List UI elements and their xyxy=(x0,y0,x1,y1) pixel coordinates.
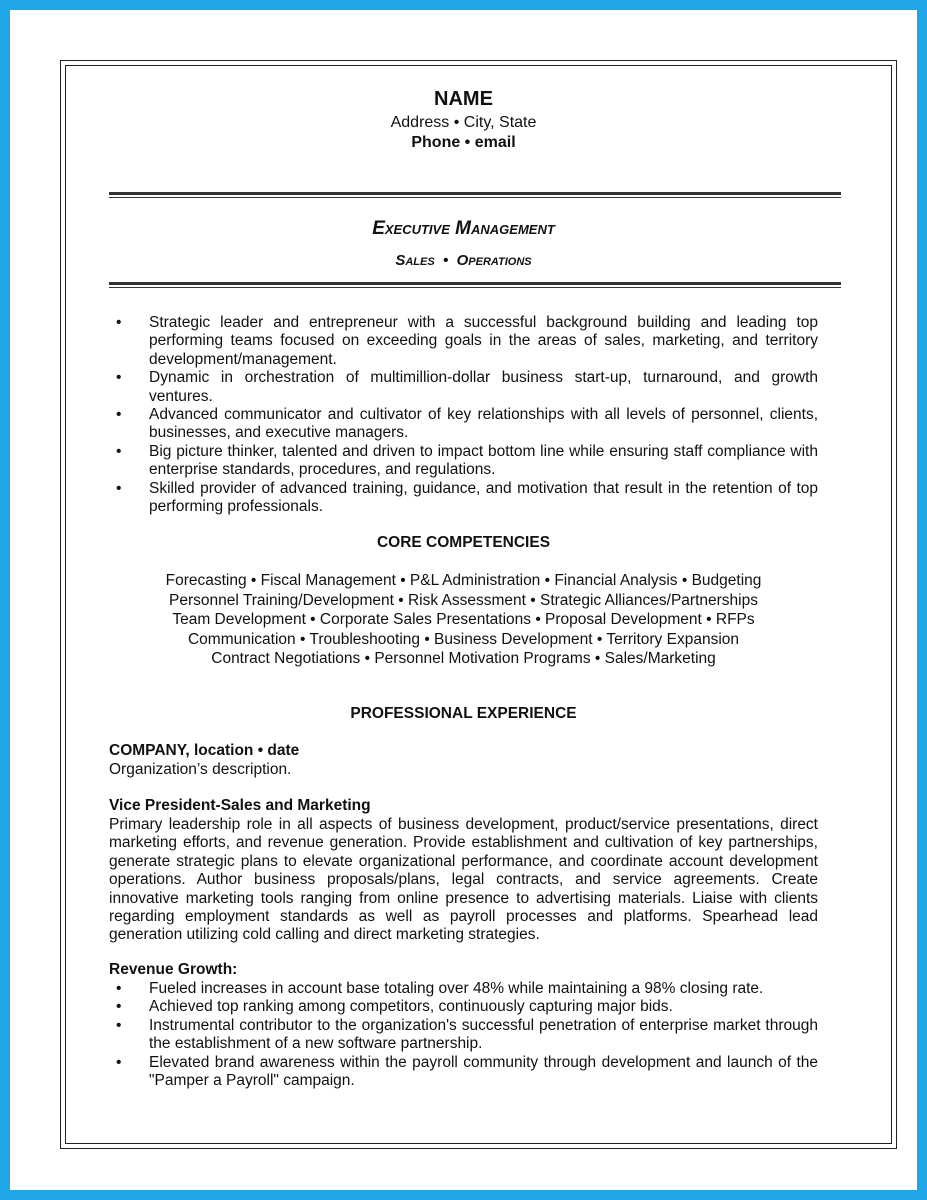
list-item xyxy=(110,443,818,480)
revenue-growth-heading: Revenue Growth: xyxy=(109,961,238,978)
growth-bullet-text: Instrumental contributor to the organization's successful penetration of enterprise market through the establishment of a new software partnership. xyxy=(149,1016,818,1053)
competency-line: Personnel Training/Development • Risk Assessment • Strategic Alliances/Partnerships xyxy=(169,591,758,609)
list-item xyxy=(110,369,818,406)
headline-title: Executive Management xyxy=(372,218,555,239)
competencies-list xyxy=(10,571,917,669)
headline-subtitle: Sales • Operations xyxy=(395,252,532,269)
bullet-icon: • xyxy=(116,314,122,331)
company-line: COMPANY, location • date xyxy=(109,742,300,759)
bullet-icon: • xyxy=(116,1016,122,1034)
revenue-growth-section xyxy=(110,980,818,1090)
summary-bullet-text: Big picture thinker, talented and driven to impact bottom line while ensuring staff compliance with enterprise standards, procedures, and regulations. xyxy=(149,442,818,479)
summary-bullet-text: Dynamic in orchestration of multimillion-dollar business start-up, turnaround, and growth ventures. xyxy=(149,369,818,405)
competency-line: Forecasting • Fiscal Management • P&L Administration • Financial Analysis • Budgeting xyxy=(165,572,762,589)
list-item xyxy=(110,314,818,369)
list-item xyxy=(110,406,818,443)
competencies-heading: CORE COMPETENCIES xyxy=(376,534,551,551)
growth-bullet-list xyxy=(110,980,818,1090)
competency-line: Communication • Troubleshooting • Business Development • Territory Expansion xyxy=(187,630,739,648)
summary-bullet-text: Advanced communicator and cultivator of key relationships with all levels of personnel, clients, businesses, and executive managers. xyxy=(149,406,818,442)
candidate-name: NAME xyxy=(434,88,493,110)
contact-line: Phone • email xyxy=(411,134,516,151)
header-divider-bottom xyxy=(109,282,841,288)
bullet-icon: • xyxy=(116,369,122,387)
bullet-icon: • xyxy=(116,980,122,997)
organization-description: Organization’s description. xyxy=(109,761,292,778)
list-item xyxy=(110,1017,818,1054)
list-item xyxy=(110,480,818,517)
resume-page xyxy=(10,10,917,1190)
summary-bullet-text: Skilled provider of advanced training, guidance, and motivation that result in the retention of top performing professionals. xyxy=(149,479,818,516)
bullet-icon: • xyxy=(116,479,122,497)
address-line: Address • City, State xyxy=(390,114,537,131)
list-item xyxy=(110,998,818,1016)
summary-section xyxy=(110,314,818,516)
bullet-icon: • xyxy=(116,1053,122,1071)
header-divider-top xyxy=(109,192,841,198)
growth-bullet-text: Fueled increases in account base totaling over 48% while maintaining a 98% closing rate. xyxy=(149,980,764,997)
competency-line: Contract Negotiations • Personnel Motivation Programs • Sales/Marketing xyxy=(211,650,716,668)
list-item xyxy=(110,980,818,998)
competency-line: Team Development • Corporate Sales Presentations • Proposal Development • RFPs xyxy=(172,611,755,629)
growth-bullet-text: Achieved top ranking among competitors, continuously capturing major bids. xyxy=(149,998,673,1016)
role-title: Vice President-Sales and Marketing xyxy=(109,797,371,814)
bullet-icon: • xyxy=(116,442,122,460)
bullet-icon: • xyxy=(116,998,122,1016)
summary-bullet-text: Strategic leader and entrepreneur with a successful background building and leading top performing teams focused on exceeding goals in the areas of sales, marketing, and territory development/management. xyxy=(149,314,818,368)
experience-heading: PROFESSIONAL EXPERIENCE xyxy=(350,705,577,722)
bullet-icon: • xyxy=(116,406,122,424)
growth-bullet-text: Elevated brand awareness within the payroll community through development and launch of the "Pamper a Payroll" campaign. xyxy=(149,1053,818,1090)
role-description: Primary leadership role in all aspects of business development, product/service presentations, direct marketing efforts, and revenue generation. Provide establishment and cultivation of key partnerships, generate strategic plans to elevate organizational performance, and coordinate account development operations. Author business proposals/plans, legal contracts, and service agreements. Create innovative marketing tools ranging from online presence to advertising materials. Liaise with clients regarding employment standards as well as payroll processes and platforms. Spearhead lead generation utilizing cold calling and direct marketing strategies. xyxy=(109,816,818,944)
list-item xyxy=(110,1054,818,1091)
summary-bullet-list xyxy=(110,314,818,516)
